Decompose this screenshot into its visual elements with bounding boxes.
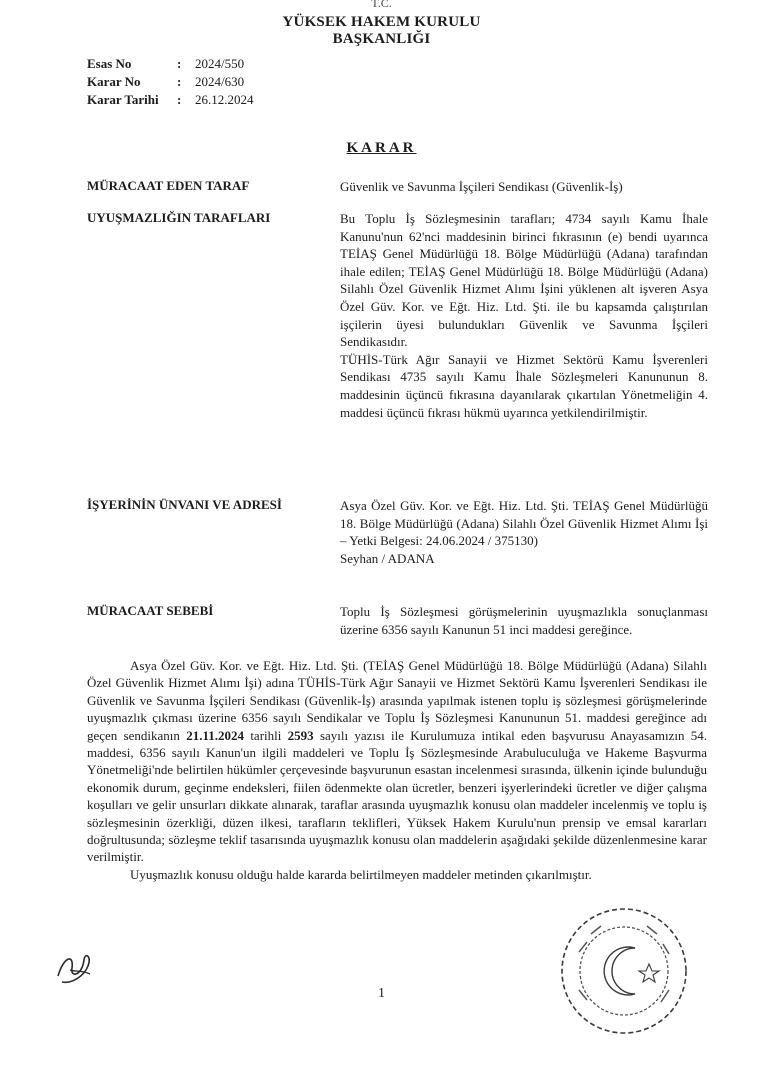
isyeri-label: İŞYERİNİN ÜNVANI VE ADRESİ [87,497,282,512]
body-p1-part-c: sayılı yazısı ile Kurulumuza intikal eden başvurusu Anayasamızın 54. maddesi, 6356 sayılı Kanun'un ilgili maddeleri ve Toplu İş Sözleşmesinde Arabuluculuğa ve Hakeme Başvurma Yönetmeliği'nde belirtilen hükümler çerçevesinde başvurunun esastan incelenmesi sırasında, ülkenin içinde bulunduğu ekonomik durum, geçinme endeksleri, fiilen ödenmekte olan ücretler, benzeri işyerlerindeki ücretler ve diğer çalışma koşulları ve gelir unsurları dikkate alınarak, taraflar arasında uyuşmazlık konusu olan maddeler incelenmiş ve toplu iş sözleşmesinin özerkliği, düzen ilkesi, tarafların teklifleri, Yüksek Hakem Kurulu'nun prensip ve emsal kararları doğrultusunda; sözleşme teklif tasarısında uyuşmazlık konusu olan maddelerin aşağıdaki şekilde düzenlenmesine karar verilmiştir. [87,727,708,865]
muracaat-label: MÜRACAAT EDEN TARAF [87,178,250,193]
muracaat-text [340,178,708,196]
esas-label: Esas No [87,56,132,71]
muracaat-paragraph: Güvenlik ve Savunma İşçileri Sendikası (Güvenlik-İş) [340,179,623,194]
decision-body [87,657,707,883]
meta-row-tarih [87,91,254,109]
meta-row-esas [87,55,254,73]
taraflar-paragraph-1: Bu Toplu İş Sözleşmesinin tarafları; 4734 sayılı Kamu İhale Kanunu'nun 62'nci maddesinin birinci fıkrasının (e) bendi uyarınca TEİAŞ Genel Müdürlüğü 18. Bölge Müdürlüğü (Adana) tarafından ihale edilen; TEİAŞ Genel Müdürlüğü 18. Bölge Müdürlüğü (Adana) Silahlı Özel Güvenlik Hizmet Alımı İşini yüklenen alt işveren Asya Özel Güv. Kor. ve Eğt. Hiz. Ltd. Şti. ile bu kapsamda çalıştırılan işçilerin üyesi bulundukları Güvenlik ve Savunma İşçileri Sendikasıdır. [340,211,708,350]
body-p1-part-a: Asya Özel Güv. Kor. ve Eğt. Hiz. Ltd. Şti. (TEİAŞ Genel Müdürlüğü 18. Bölge Müdürlüğü (Adana) Silahlı Özel Güvenlik Hizmet Alımı İşi) adına TÜHİS-Türk Ağır Sanayii ve Hizmet Sektörü Kamu İşverenleri Sendikası ile Güvenlik ve Savunma İşçileri Sendikası (Güvenlik-İş) arasında yapılmak istenen toplu iş sözleşmesi görüşmelerinde uyuşmazlık çıkması üzerine 6356 sayılı Sendikalar ve Toplu İş Sözleşmesi Kanununun 51. maddesi gereğince adı geçen sendikanın [87,658,707,743]
karar-value: 2024/630 [195,74,245,89]
colon: : [177,92,182,107]
isyeri-text [340,497,708,567]
document-title: KARAR [346,140,417,156]
tarih-value: 26.12.2024 [195,92,254,107]
case-meta [87,55,254,109]
isyeri-paragraph-1: Asya Özel Güv. Kor. ve Eğt. Hiz. Ltd. Şti. TEİAŞ Genel Müdürlüğü 18. Bölge Müdürlüğü (Adana) Silahlı Özel Güvenlik Hizmet Alımı İşi – Yetki Belgesi: 24.06.2024 / 375130) [340,498,708,549]
sebep-text [340,603,708,638]
header-line-2: BAŞKANLIĞI [332,31,431,47]
document-header [0,14,763,48]
official-seal-icon [557,904,692,1039]
taraflar-text [340,210,708,421]
header-line-1: YÜKSEK HAKEM KURULU [282,14,481,30]
signature-icon [52,946,100,988]
esas-value: 2024/550 [195,56,245,71]
taraflar-paragraph-2: TÜHİS-Türk Ağır Sanayii ve Hizmet Sektörü Kamu İşverenleri Sendikası 4735 sayılı Kamu İhale Sözleşmeleri Kanununun 8. maddesinin üçüncü fıkrasına dayanılarak çıkartılan Yönetmeliğin 4. maddesi üçüncü fıkrası hükmü uyarınca yetkilendirilmiştir. [340,351,708,420]
body-p1-number: 2593 [287,727,314,743]
sebep-paragraph: Toplu İş Sözleşmesi görüşmelerinin uyuşmazlıkla sonuçlanması üzerine 6356 sayılı Kanunun 51 inci maddesi gereğince. [340,604,708,637]
body-paragraph-2: Uyuşmazlık konusu olduğu halde kararda belirtilmeyen maddeler metinden çıkarılmıştır. [130,866,592,882]
header-top-cut: T.C. [371,0,392,10]
page-number: 1 [378,986,385,1001]
isyeri-paragraph-2: Seyhan / ADANA [340,550,435,566]
meta-row-karar [87,73,254,91]
tarih-label: Karar Tarihi [87,92,159,107]
taraflar-label: UYUŞMAZLIĞIN TARAFLARI [87,210,271,225]
body-p1-part-b: tarihli [250,727,282,743]
colon: : [177,56,182,71]
body-p1-date: 21.11.2024 [186,727,245,743]
karar-label: Karar No [87,74,141,89]
body-paragraph-1 [87,657,707,866]
colon: : [177,74,182,89]
sebep-label: MÜRACAAT SEBEBİ [87,603,214,618]
